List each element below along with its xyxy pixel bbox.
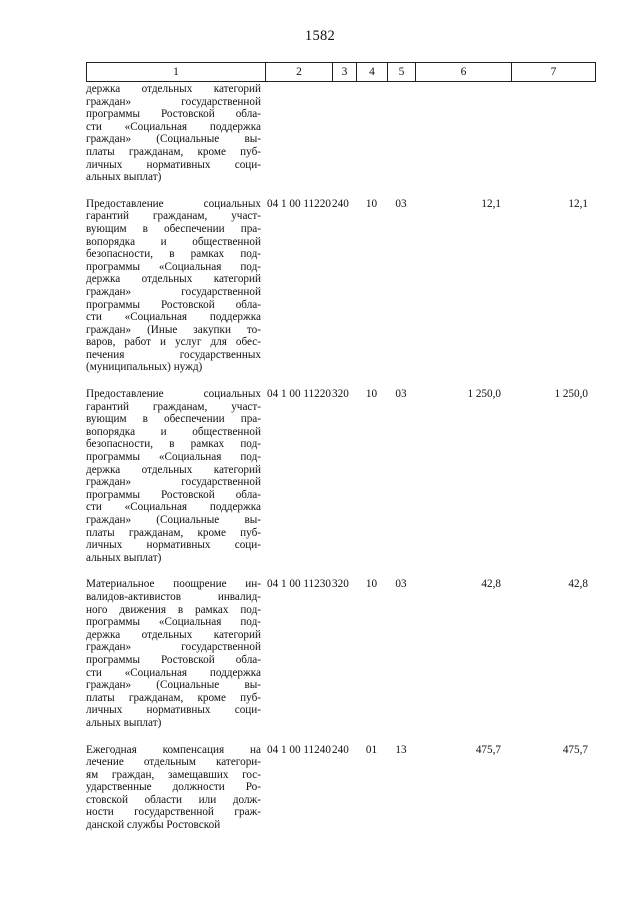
table-row [86,578,596,729]
description-line: безопасности, в рамках под- [86,248,261,261]
description-line: альных выплат) [86,551,162,564]
row-section: 01 [365,743,378,756]
table-header [86,62,596,82]
row-subsection: 03 [395,578,407,591]
description-line: Предоставление социальных [86,197,261,210]
description-line: валидов-активистов инвалид- [86,590,261,603]
description-line: держка отдельных категорий [86,628,261,641]
row-section: 10 [365,578,378,591]
description-line: Материальное поощрение ин- [86,578,261,591]
description-line: лечение отдельным категори- [86,756,261,769]
row-code: 04 1 00 11230 [267,578,331,591]
description-line: держка отдельных категорий [86,463,261,476]
row-expense-type: 320 [332,578,349,591]
table-row [86,744,596,832]
description-line: альных выплат) [86,716,162,729]
description-line: платы гражданам, кроме пуб- [86,145,261,158]
description-line: печения государственных [86,348,261,361]
table-row [86,198,596,374]
description-line: личных нормативных соци- [86,539,261,552]
row-description [86,744,265,832]
description-line: граждан» (Социальные вы- [86,679,261,692]
table-row [86,388,596,564]
description-line: граждан» государственной [86,641,261,654]
row-subsection: 03 [395,388,407,401]
row-section: 10 [365,197,378,210]
description-line: сти «Социальная поддержка [86,666,261,679]
header-col-6: 6 [416,63,512,81]
description-line: программы Ростовской обла- [86,108,261,121]
description-line: гарантий гражданам, участ- [86,400,261,413]
description-line: программы Ростовской обла- [86,653,261,666]
description-line: программы «Социальная под- [86,451,261,464]
description-line: платы гражданам, кроме пуб- [86,526,261,539]
row-expense-type: 240 [332,197,349,210]
description-line: сти «Социальная поддержка [86,120,261,133]
description-line: граждан» государственной [86,95,261,108]
description-line: граждан» (Социальные вы- [86,133,261,146]
header-col-3: 3 [333,63,357,81]
description-line: сти «Социальная поддержка [86,501,261,514]
budget-table [86,62,596,832]
description-line: ности государственной граж- [86,806,261,819]
description-line: программы «Социальная под- [86,260,261,273]
description-line: сти «Социальная поддержка [86,311,261,324]
row-subsection: 13 [395,743,407,756]
row-amount-year-2: 475,7 [562,743,588,756]
description-line: ям граждан, замещавших гос- [86,768,261,781]
row-code: 04 1 00 11220 [267,197,331,210]
description-line: граждан» (Иные закупки то- [86,323,261,336]
description-line: вующим в обеспечении пра- [86,222,261,235]
row-amount-year-1: 12,1 [481,197,501,210]
row-code: 04 1 00 11240 [267,743,331,756]
row-expense-type: 320 [332,388,349,401]
row-subsection: 03 [395,197,407,210]
row-description [86,198,265,374]
header-col-1: 1 [87,63,266,81]
description-line: альных выплат) [86,171,162,184]
header-col-2: 2 [266,63,333,81]
description-line: граждан» государственной [86,285,261,298]
description-line: программы «Социальная под- [86,616,261,629]
row-expense-type: 240 [332,743,349,756]
table-row-continuation [86,83,596,184]
description-line: ударственные должности Ро- [86,781,261,794]
header-col-4: 4 [357,63,388,81]
row-amount-year-1: 475,7 [475,743,501,756]
description-line: ного движения в рамках под- [86,603,261,616]
description-line: программы Ростовской обла- [86,298,261,311]
row-description [86,83,265,184]
row-description [86,578,265,729]
description-line: вопорядка и общественной [86,425,261,438]
description-line: безопасности, в рамках под- [86,438,261,451]
row-amount-year-1: 42,8 [481,578,501,591]
description-line: держка отдельных категорий [86,83,261,95]
description-line: стовской области или долж- [86,793,261,806]
description-line: программы Ростовской обла- [86,488,261,501]
description-line: граждан» (Социальные вы- [86,514,261,526]
description-line: граждан» государственной [86,476,261,489]
description-line: гарантий гражданам, участ- [86,210,261,223]
description-line: держка отдельных категорий [86,273,261,286]
row-amount-year-1: 1 250,0 [467,388,501,401]
row-section: 10 [365,388,378,401]
description-line: вующим в обеспечении пра- [86,413,261,426]
row-code: 04 1 00 11220 [267,388,331,401]
description-line: личных нормативных соци- [86,704,261,717]
row-description [86,388,265,564]
description-line: Ежегодная компенсация на [86,743,261,756]
description-line: данской службы Ростовской [86,819,221,832]
header-col-7: 7 [550,66,557,78]
row-amount-year-2: 12,1 [568,197,588,210]
row-amount-year-2: 1 250,0 [554,388,588,401]
description-line: Предоставление социальных [86,388,261,401]
description-line: платы гражданам, кроме пуб- [86,691,261,704]
description-line: варов, работ и услуг для обес- [86,336,261,349]
header-col-5: 5 [388,63,416,81]
description-line: вопорядка и общественной [86,235,261,248]
page-number: 1582 [304,28,336,44]
row-amount-year-2: 42,8 [568,578,588,591]
description-line: личных нормативных соци- [86,158,261,171]
description-line: (муниципальных) нужд) [86,361,203,374]
